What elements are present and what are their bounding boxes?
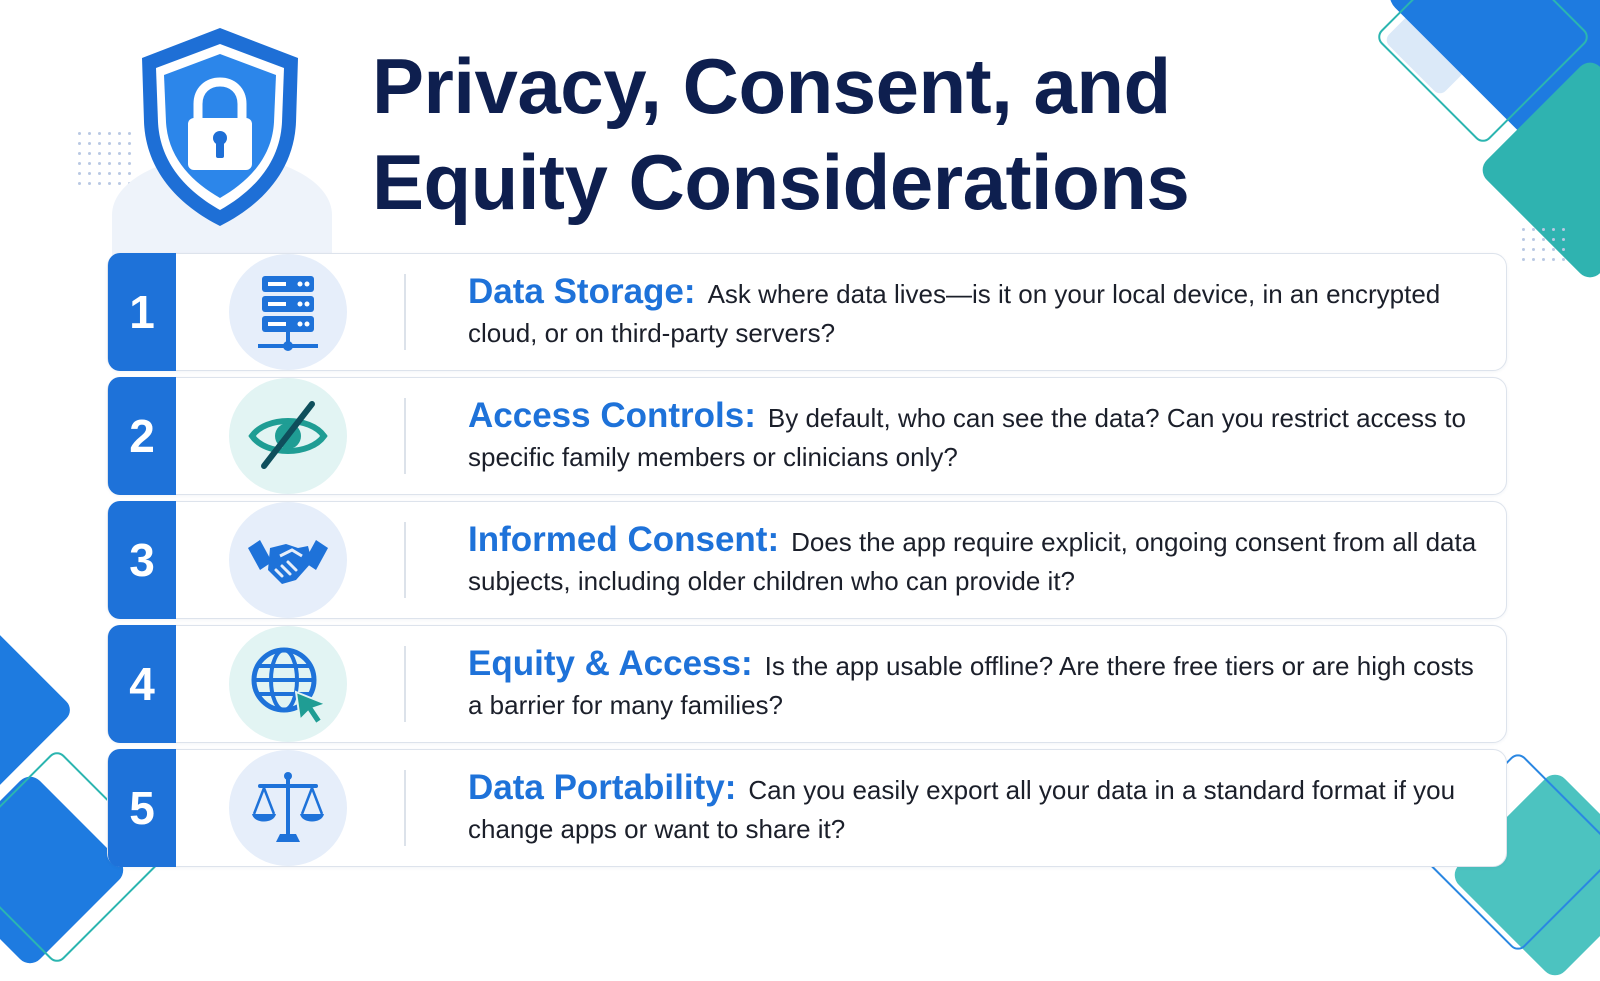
item-description: Is the app usable offline? Are there free tiers or are high costs a barrier for many families? xyxy=(468,651,1474,720)
eye-slash-icon xyxy=(246,394,330,478)
server-icon xyxy=(246,270,330,354)
icon-badge xyxy=(229,626,347,742)
item-label: Data Portability: xyxy=(468,768,737,807)
item-description: Can you easily export all your data in a standard format if you change apps or want to share it? xyxy=(468,775,1456,844)
divider xyxy=(404,522,406,598)
title-line-2: Equity Considerations xyxy=(372,138,1190,226)
scales-icon xyxy=(246,766,330,850)
item-text-block xyxy=(468,644,1478,725)
item-description: By default, who can see the data? Can you restrict access to specific family members or clinicians only? xyxy=(468,403,1466,472)
item-number: 4 xyxy=(108,625,176,743)
item-label: Access Controls: xyxy=(468,396,756,435)
handshake-icon xyxy=(246,518,330,602)
icon-badge xyxy=(229,378,347,494)
dot-grid-decor xyxy=(1522,228,1565,261)
divider xyxy=(404,770,406,846)
list-item xyxy=(107,501,1507,619)
item-label: Data Storage: xyxy=(468,272,696,311)
item-text-block xyxy=(468,272,1478,353)
item-number: 3 xyxy=(108,501,176,619)
divider xyxy=(404,646,406,722)
divider xyxy=(404,398,406,474)
icon-badge xyxy=(229,750,347,866)
title-line-1: Privacy, Consent, and xyxy=(372,42,1171,130)
list-item xyxy=(107,749,1507,867)
dot-grid-decor xyxy=(78,132,131,185)
considerations-list xyxy=(107,253,1507,873)
item-label: Equity & Access: xyxy=(468,644,753,683)
icon-badge xyxy=(229,254,347,370)
list-item xyxy=(107,377,1507,495)
item-number: 1 xyxy=(108,253,176,371)
item-description: Does the app require explicit, ongoing consent from all data subjects, including older children who can provide it? xyxy=(468,527,1477,596)
item-text-block xyxy=(468,520,1478,601)
shield-lock-icon xyxy=(130,22,310,232)
icon-badge xyxy=(229,502,347,618)
divider xyxy=(404,274,406,350)
page-title xyxy=(372,38,1189,230)
item-number: 5 xyxy=(108,749,176,867)
item-label: Informed Consent: xyxy=(468,520,780,559)
item-description: Ask where data lives—is it on your local device, in an encrypted cloud, or on third-party servers? xyxy=(468,279,1441,348)
item-text-block xyxy=(468,768,1478,849)
globe-cursor-icon xyxy=(246,642,330,726)
item-number: 2 xyxy=(108,377,176,495)
list-item xyxy=(107,253,1507,371)
list-item xyxy=(107,625,1507,743)
item-text-block xyxy=(468,396,1478,477)
